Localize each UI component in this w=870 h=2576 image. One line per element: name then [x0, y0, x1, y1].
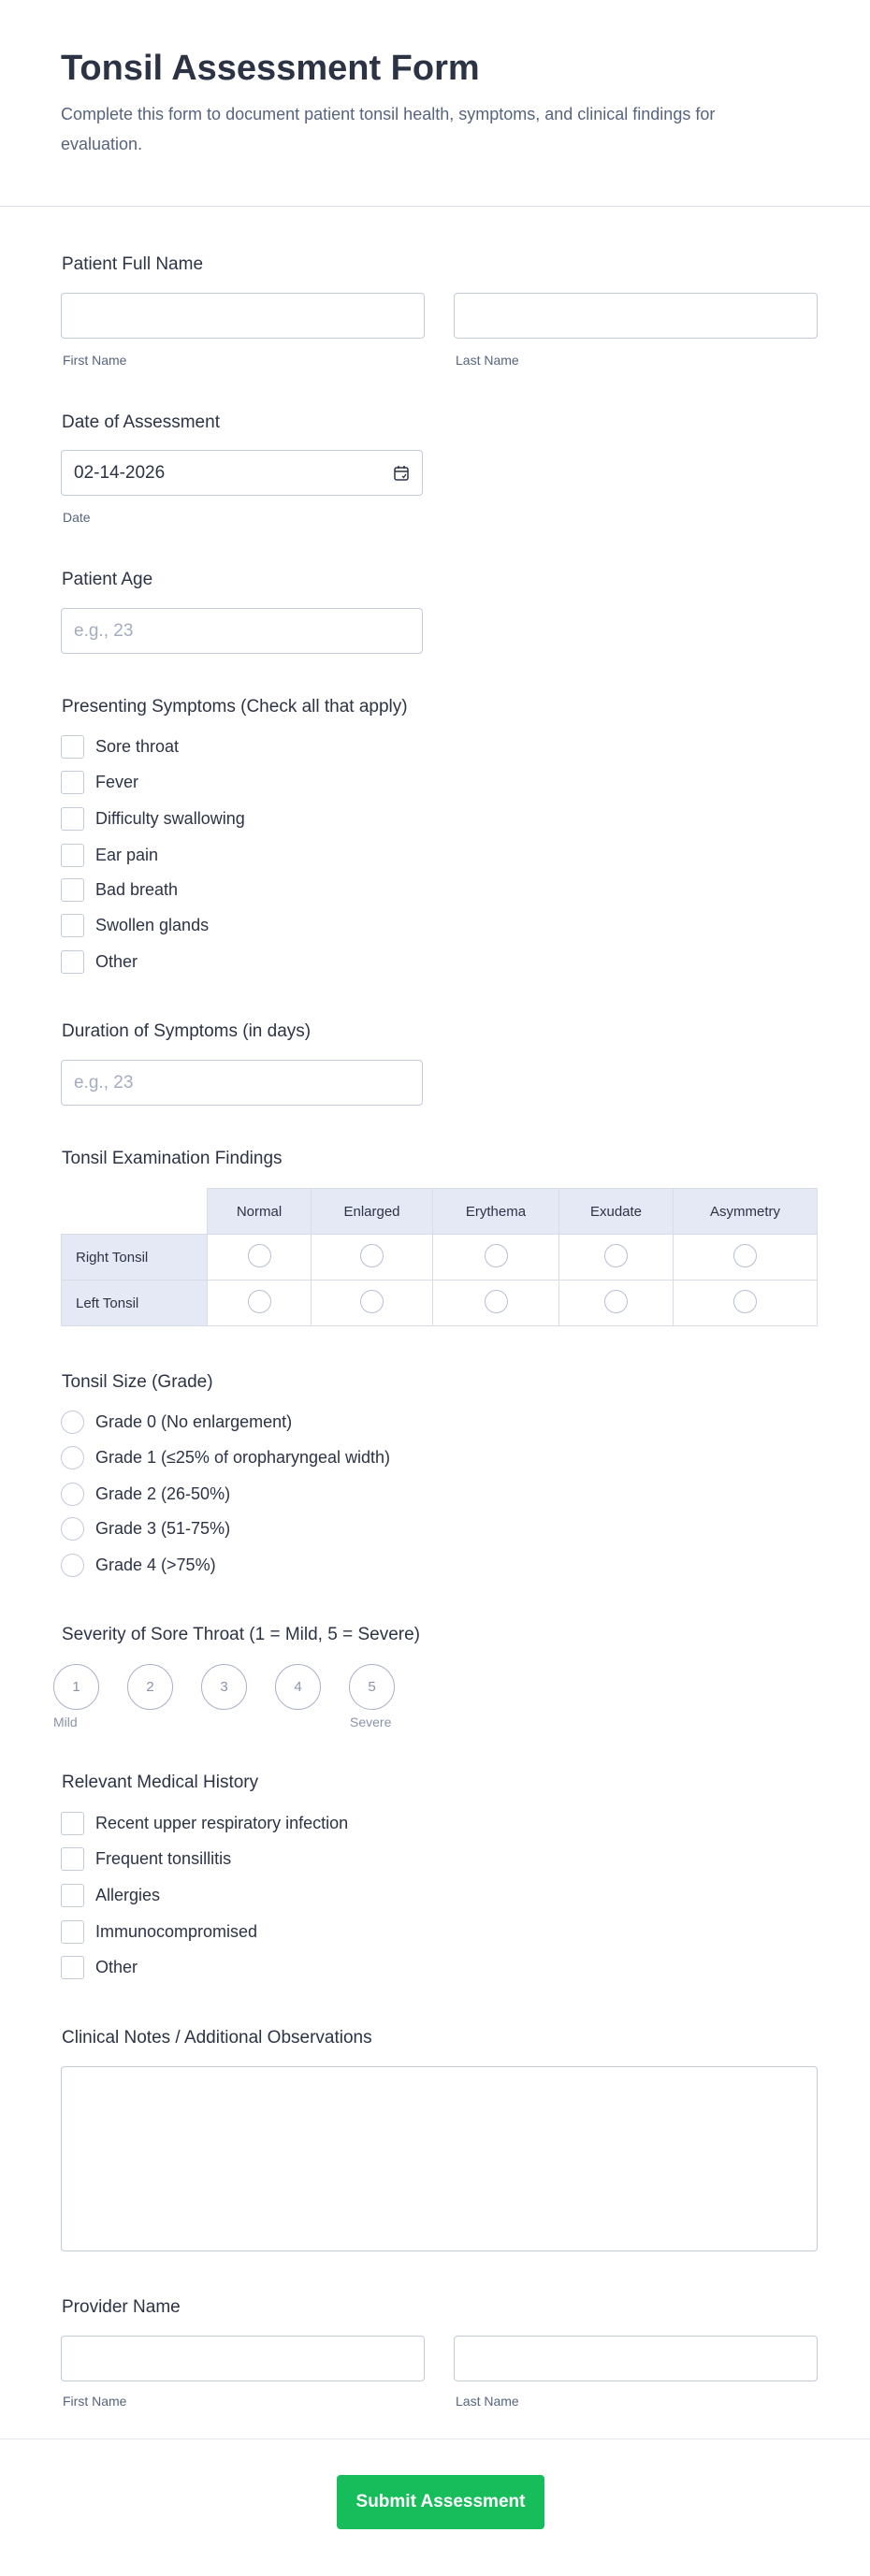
- radio[interactable]: [61, 1554, 84, 1577]
- severity-option-2[interactable]: 2: [127, 1664, 173, 1710]
- exam-label: Tonsil Examination Findings: [62, 1149, 283, 1168]
- exam-radio[interactable]: [248, 1244, 271, 1267]
- date-input[interactable]: [61, 450, 423, 496]
- exam-matrix: [61, 1188, 818, 1326]
- option-label: Other: [95, 951, 138, 971]
- option-label: Grade 1 (≤25% of oropharyngeal width): [95, 1447, 391, 1467]
- exam-row-header: Left Tonsil: [62, 1281, 208, 1326]
- exam-radio[interactable]: [360, 1244, 384, 1267]
- date-sublabel: Date: [63, 510, 91, 525]
- option-label: Fever: [95, 772, 139, 791]
- severity-option-1[interactable]: 1: [53, 1664, 99, 1710]
- checkbox[interactable]: [61, 844, 84, 867]
- provider-first-name-sublabel: First Name: [63, 2394, 127, 2409]
- page-title: Tonsil Assessment Form: [61, 49, 480, 88]
- provider-first-name-input[interactable]: [61, 2336, 425, 2381]
- option-label: Grade 2 (26-50%): [95, 1483, 231, 1503]
- duration-input[interactable]: [61, 1060, 423, 1106]
- option-label: Swollen glands: [95, 915, 210, 934]
- option-label: Difficulty swallowing: [95, 808, 245, 828]
- option-label: Bad breath: [95, 879, 179, 899]
- exam-radio[interactable]: [360, 1290, 384, 1313]
- symptom-option[interactable]: [61, 734, 179, 759]
- symptom-option[interactable]: [61, 913, 209, 937]
- provider-last-name-input[interactable]: [454, 2336, 818, 2381]
- option-label: Ear pain: [95, 845, 159, 864]
- size-option[interactable]: [61, 1445, 390, 1469]
- history-option[interactable]: [61, 1846, 231, 1871]
- checkbox[interactable]: [61, 1847, 84, 1871]
- checkbox[interactable]: [61, 807, 84, 831]
- exam-col-header: Exudate: [559, 1189, 674, 1235]
- provider-label: Provider Name: [62, 2297, 181, 2317]
- exam-radio[interactable]: [733, 1244, 757, 1267]
- date-label: Date of Assessment: [62, 412, 220, 432]
- size-option[interactable]: [61, 1482, 230, 1506]
- symptom-option[interactable]: [61, 806, 245, 831]
- checkbox[interactable]: [61, 735, 84, 759]
- history-option[interactable]: [61, 1883, 160, 1907]
- notes-label: Clinical Notes / Additional Observations: [62, 2028, 372, 2048]
- severity-max-label: Severe: [350, 1715, 392, 1729]
- option-label: Grade 3 (51-75%): [95, 1518, 231, 1538]
- radio[interactable]: [61, 1446, 84, 1469]
- exam-col-header: Erythema: [433, 1189, 559, 1235]
- age-label: Patient Age: [62, 570, 153, 589]
- patient-first-name-input[interactable]: [61, 293, 425, 339]
- radio[interactable]: [61, 1483, 84, 1506]
- severity-label: Severity of Sore Throat (1 = Mild, 5 = Severe): [62, 1625, 420, 1644]
- page-subtitle: Complete this form to document patient tonsil health, symptoms, and clinical findings for evaluation.: [61, 105, 716, 153]
- exam-radio[interactable]: [604, 1290, 628, 1313]
- exam-row-header: Right Tonsil: [62, 1235, 208, 1281]
- checkbox[interactable]: [61, 1812, 84, 1835]
- radio[interactable]: [61, 1411, 84, 1434]
- symptom-option[interactable]: [61, 949, 138, 974]
- exam-col-header: Enlarged: [312, 1189, 433, 1235]
- exam-radio[interactable]: [485, 1290, 508, 1313]
- patient-last-name-sublabel: Last Name: [456, 353, 519, 368]
- checkbox[interactable]: [61, 1884, 84, 1907]
- date-value: 02-14-2026: [74, 462, 166, 483]
- header-divider: [0, 206, 870, 207]
- severity-option-5[interactable]: 5: [349, 1664, 395, 1710]
- checkbox[interactable]: [61, 771, 84, 794]
- history-label: Relevant Medical History: [62, 1773, 259, 1792]
- symptom-option[interactable]: [61, 843, 158, 867]
- size-option[interactable]: [61, 1410, 292, 1434]
- severity-option-4[interactable]: 4: [275, 1664, 321, 1710]
- severity-option-3[interactable]: 3: [201, 1664, 247, 1710]
- option-label: Other: [95, 1957, 138, 1976]
- size-option[interactable]: [61, 1516, 230, 1541]
- exam-radio[interactable]: [248, 1290, 271, 1313]
- exam-radio[interactable]: [485, 1244, 508, 1267]
- symptom-option[interactable]: [61, 770, 138, 794]
- age-input[interactable]: [61, 608, 423, 654]
- provider-last-name-sublabel: Last Name: [456, 2394, 519, 2409]
- symptoms-label: Presenting Symptoms (Check all that apply): [62, 697, 408, 716]
- checkbox[interactable]: [61, 878, 84, 902]
- checkbox[interactable]: [61, 1956, 84, 1979]
- exam-row-right: [62, 1235, 818, 1281]
- duration-placeholder: e.g., 23: [74, 1072, 134, 1093]
- history-option[interactable]: [61, 1919, 257, 1944]
- severity-min-label: Mild: [53, 1715, 78, 1729]
- checkbox[interactable]: [61, 950, 84, 974]
- patient-first-name-sublabel: First Name: [63, 353, 127, 368]
- size-option[interactable]: [61, 1553, 216, 1577]
- exam-row-left: [62, 1281, 818, 1326]
- symptom-option[interactable]: [61, 877, 178, 902]
- option-label: Frequent tonsillitis: [95, 1848, 232, 1868]
- exam-col-header: Asymmetry: [674, 1189, 818, 1235]
- exam-radio[interactable]: [733, 1290, 757, 1313]
- age-placeholder: e.g., 23: [74, 620, 134, 641]
- checkbox[interactable]: [61, 1920, 84, 1944]
- exam-col-header: Normal: [208, 1189, 312, 1235]
- size-label: Tonsil Size (Grade): [62, 1372, 213, 1392]
- history-option[interactable]: [61, 1955, 138, 1979]
- notes-textarea[interactable]: [61, 2066, 818, 2251]
- option-label: Immunocompromised: [95, 1921, 258, 1941]
- option-label: Grade 4 (>75%): [95, 1555, 216, 1574]
- patient-name-label: Patient Full Name: [62, 254, 204, 274]
- radio[interactable]: [61, 1517, 84, 1541]
- checkbox[interactable]: [61, 914, 84, 937]
- submit-button[interactable]: Submit Assessment: [337, 2475, 544, 2529]
- option-label: Allergies: [95, 1885, 161, 1904]
- history-option[interactable]: [61, 1811, 348, 1835]
- calendar-icon[interactable]: [393, 465, 410, 482]
- option-label: Grade 0 (No enlargement): [95, 1411, 293, 1431]
- option-label: Sore throat: [95, 736, 180, 756]
- patient-last-name-input[interactable]: [454, 293, 818, 339]
- exam-radio[interactable]: [604, 1244, 628, 1267]
- option-label: Recent upper respiratory infection: [95, 1813, 349, 1832]
- duration-label: Duration of Symptoms (in days): [62, 1021, 312, 1041]
